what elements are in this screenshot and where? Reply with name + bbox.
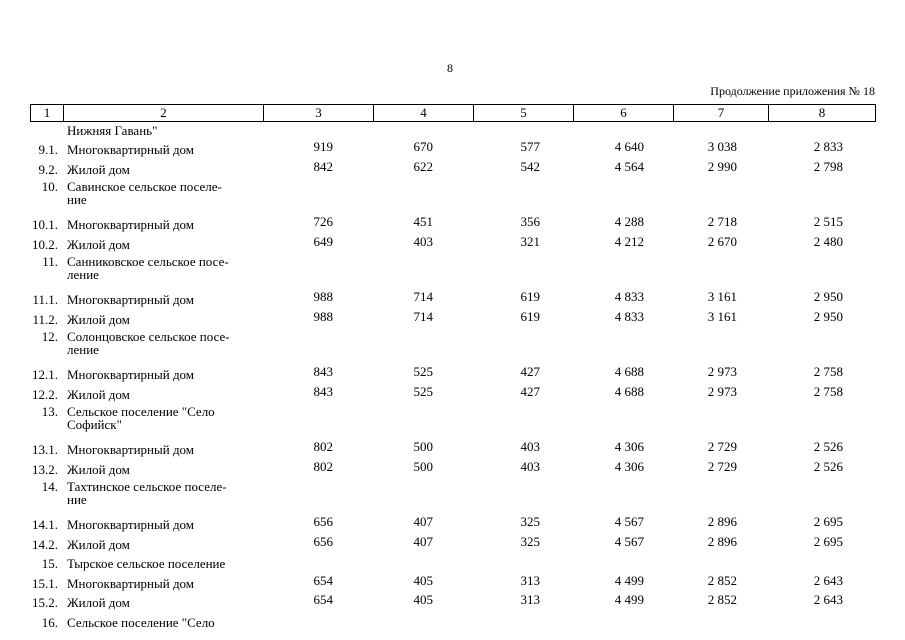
row-value: 427 bbox=[520, 364, 540, 379]
row-value: 988 bbox=[313, 289, 333, 304]
row-number: 9.2. bbox=[38, 161, 58, 177]
row-number: 14.2. bbox=[32, 536, 58, 552]
row-value: 843 bbox=[313, 364, 333, 379]
row-value: 3 161 bbox=[707, 289, 737, 304]
row-value: 2 480 bbox=[813, 233, 843, 249]
row-value: 525 bbox=[413, 383, 433, 399]
row-value: 2 973 bbox=[707, 383, 737, 399]
row-value: 577 bbox=[520, 139, 540, 154]
header-cell: 3 bbox=[263, 104, 374, 122]
row-value: 4 833 bbox=[614, 289, 644, 304]
row-value: 542 bbox=[520, 158, 540, 174]
row-value: 405 bbox=[413, 592, 433, 607]
row-number: 14. bbox=[41, 479, 58, 494]
row-value: 451 bbox=[413, 214, 433, 229]
row-value: 2 852 bbox=[707, 592, 737, 607]
row-name: Сельское поселение "Село Софийск" bbox=[67, 404, 215, 432]
row-value: 2 950 bbox=[813, 308, 843, 324]
row-value: 2 990 bbox=[707, 158, 737, 174]
row-value: 3 038 bbox=[707, 139, 737, 154]
row-value: 988 bbox=[313, 308, 333, 324]
header-cell: 1 bbox=[30, 104, 64, 122]
row-name: Многоквартирный дом bbox=[67, 575, 195, 591]
row-name: Тахтинское сельское поселе- ние bbox=[67, 479, 227, 507]
row-name: Многоквартирный дом bbox=[67, 292, 195, 307]
row-number: 13.2. bbox=[32, 461, 58, 477]
row-value: 619 bbox=[520, 289, 540, 304]
row-value: 4 640 bbox=[614, 139, 644, 154]
header-cell: 7 bbox=[673, 104, 769, 122]
row-name: Многоквартирный дом bbox=[67, 142, 195, 157]
row-name: Савинское сельское поселе- ние bbox=[67, 179, 222, 207]
row-name: Многоквартирный дом bbox=[67, 442, 195, 457]
row-number: 12. bbox=[41, 329, 58, 344]
page-number: 8 bbox=[447, 61, 453, 75]
continuation-note: Продолжение приложения № 18 bbox=[710, 84, 875, 98]
row-value: 4 306 bbox=[614, 458, 644, 474]
row-value: 427 bbox=[520, 383, 540, 399]
row-number: 12.2. bbox=[32, 386, 58, 402]
header-cell: 2 bbox=[63, 104, 264, 122]
header-cell: 8 bbox=[768, 104, 876, 122]
row-value: 4 688 bbox=[614, 364, 644, 379]
row-value: 714 bbox=[413, 289, 433, 304]
row-value: 2 758 bbox=[813, 383, 843, 399]
row-name: Нижняя Гавань" bbox=[67, 123, 158, 138]
row-value: 500 bbox=[413, 458, 433, 474]
row-name: Жилой дом bbox=[67, 595, 130, 610]
row-name: Санниковское сельское посе- ление bbox=[67, 254, 229, 282]
row-value: 3 161 bbox=[707, 308, 737, 324]
row-value: 919 bbox=[313, 139, 333, 154]
row-value: 325 bbox=[520, 533, 540, 549]
row-value: 656 bbox=[313, 533, 333, 549]
row-number: 10.2. bbox=[32, 236, 58, 252]
row-value: 2 515 bbox=[813, 214, 843, 229]
row-value: 2 833 bbox=[813, 139, 843, 154]
row-value: 2 643 bbox=[813, 592, 843, 607]
row-name: Многоквартирный дом bbox=[67, 217, 195, 232]
row-value: 2 758 bbox=[813, 364, 843, 379]
row-value: 2 526 bbox=[813, 439, 843, 454]
row-name: Сельское поселение "Село bbox=[67, 614, 215, 630]
row-value: 313 bbox=[520, 592, 540, 607]
row-value: 714 bbox=[413, 308, 433, 324]
row-value: 407 bbox=[413, 514, 433, 529]
row-value: 802 bbox=[313, 458, 333, 474]
row-number: 13.1. bbox=[32, 442, 58, 457]
row-value: 670 bbox=[413, 139, 433, 154]
row-value: 325 bbox=[520, 514, 540, 529]
row-value: 403 bbox=[520, 458, 540, 474]
row-name: Многоквартирный дом bbox=[67, 367, 195, 382]
row-value: 4 833 bbox=[614, 308, 644, 324]
row-number: 15.1. bbox=[32, 575, 58, 591]
table-header bbox=[30, 104, 876, 122]
row-value: 843 bbox=[313, 383, 333, 399]
row-name: Жилой дом bbox=[67, 236, 130, 252]
row-value: 2 729 bbox=[707, 458, 737, 474]
row-number: 15. bbox=[41, 556, 58, 571]
row-number: 16. bbox=[41, 614, 58, 630]
row-name: Многоквартирный дом bbox=[67, 517, 195, 532]
row-value: 649 bbox=[313, 233, 333, 249]
row-value: 4 499 bbox=[614, 592, 644, 607]
row-value: 726 bbox=[313, 214, 333, 229]
row-value: 313 bbox=[520, 572, 540, 588]
row-number: 11.1. bbox=[32, 292, 58, 307]
row-value: 2 695 bbox=[813, 533, 843, 549]
row-value: 2 973 bbox=[707, 364, 737, 379]
row-name: Жилой дом bbox=[67, 311, 130, 327]
row-number: 11.2. bbox=[32, 311, 58, 327]
row-value: 4 288 bbox=[614, 214, 644, 229]
row-value: 356 bbox=[520, 214, 540, 229]
row-value: 2 695 bbox=[813, 514, 843, 529]
header-cell: 4 bbox=[373, 104, 474, 122]
row-value: 2 852 bbox=[707, 572, 737, 588]
row-value: 321 bbox=[520, 233, 540, 249]
row-value: 500 bbox=[413, 439, 433, 454]
row-value: 2 670 bbox=[707, 233, 737, 249]
row-value: 4 499 bbox=[614, 572, 644, 588]
row-value: 2 950 bbox=[813, 289, 843, 304]
row-number: 13. bbox=[41, 404, 58, 419]
row-number: 10. bbox=[41, 179, 58, 194]
row-value: 842 bbox=[313, 158, 333, 174]
row-value: 403 bbox=[520, 439, 540, 454]
row-value: 2 729 bbox=[707, 439, 737, 454]
row-value: 2 718 bbox=[707, 214, 737, 229]
row-value: 407 bbox=[413, 533, 433, 549]
row-value: 4 306 bbox=[614, 439, 644, 454]
row-name: Тырское сельское поселение bbox=[67, 556, 226, 571]
row-value: 4 212 bbox=[614, 233, 644, 249]
row-value: 2 896 bbox=[707, 514, 737, 529]
row-value: 654 bbox=[313, 572, 333, 588]
row-value: 4 567 bbox=[614, 514, 644, 529]
header-cell: 5 bbox=[473, 104, 574, 122]
row-value: 525 bbox=[413, 364, 433, 379]
row-value: 2 798 bbox=[813, 158, 843, 174]
row-name: Жилой дом bbox=[67, 386, 130, 402]
row-value: 405 bbox=[413, 572, 433, 588]
row-name: Жилой дом bbox=[67, 461, 130, 477]
row-name: Жилой дом bbox=[67, 161, 130, 177]
row-number: 14.1. bbox=[32, 517, 58, 532]
row-name: Жилой дом bbox=[67, 536, 130, 552]
header-cell: 6 bbox=[573, 104, 674, 122]
row-number: 12.1. bbox=[32, 367, 58, 382]
row-value: 802 bbox=[313, 439, 333, 454]
row-value: 622 bbox=[413, 158, 433, 174]
row-value: 656 bbox=[313, 514, 333, 529]
row-number: 15.2. bbox=[32, 595, 58, 610]
row-value: 619 bbox=[520, 308, 540, 324]
row-value: 4 688 bbox=[614, 383, 644, 399]
row-number: 11. bbox=[42, 254, 58, 269]
row-name: Солонцовское сельское посе- ление bbox=[67, 329, 230, 357]
row-value: 2 896 bbox=[707, 533, 737, 549]
row-number: 9.1. bbox=[38, 142, 58, 157]
row-number: 10.1. bbox=[32, 217, 58, 232]
row-value: 2 526 bbox=[813, 458, 843, 474]
row-value: 4 564 bbox=[614, 158, 644, 174]
row-value: 2 643 bbox=[813, 572, 843, 588]
row-value: 403 bbox=[413, 233, 433, 249]
row-value: 654 bbox=[313, 592, 333, 607]
row-value: 4 567 bbox=[614, 533, 644, 549]
